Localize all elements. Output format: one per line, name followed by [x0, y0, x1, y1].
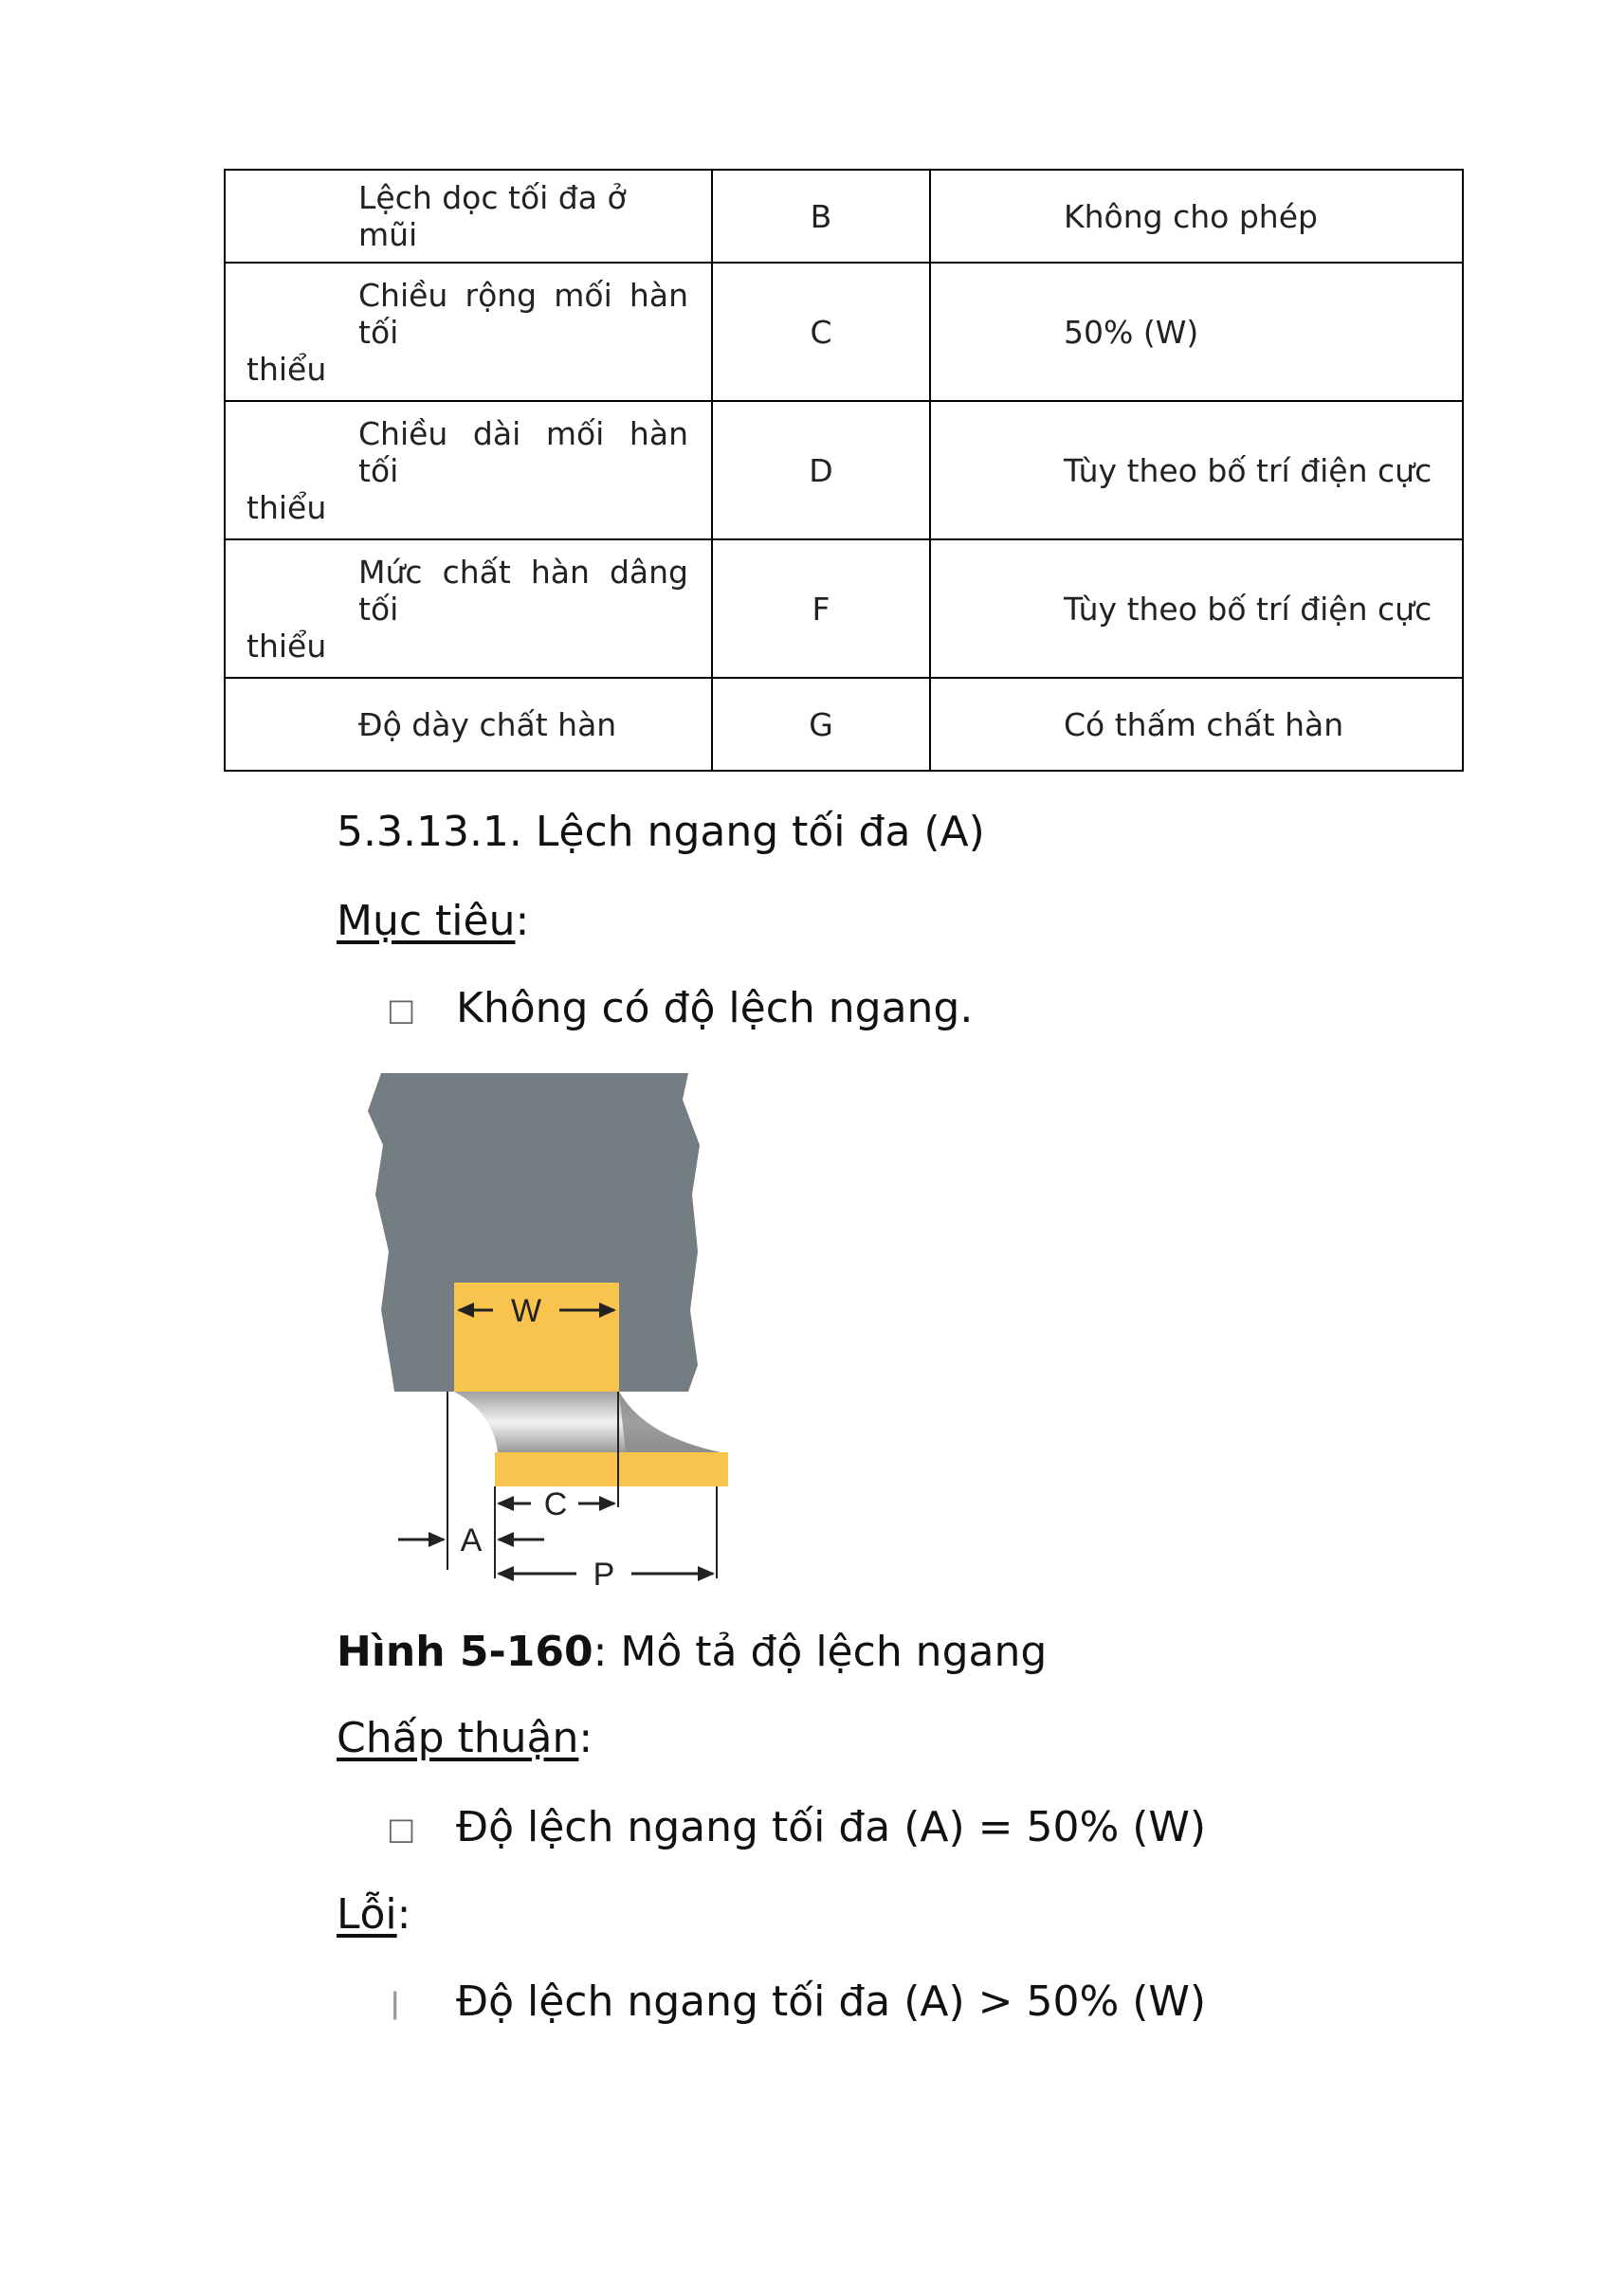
- value-cell: 50% (W): [930, 263, 1463, 401]
- spec-table: [224, 169, 1464, 772]
- accept-label: Chấp thuận:: [337, 1714, 593, 1762]
- value-cell: Tùy theo bố trí điện cực: [930, 401, 1463, 539]
- figure-caption: Hình 5-160: Mô tả độ lệch ngang: [337, 1628, 1048, 1676]
- a-arrowhead-left: [429, 1532, 446, 1547]
- value-cell: Không cho phép: [930, 170, 1463, 263]
- p-arrowhead-left: [497, 1566, 514, 1581]
- value-cell: Tùy theo bố trí điện cực: [930, 539, 1463, 678]
- defect-label: Lỗi:: [337, 1890, 411, 1939]
- accept-item: Độ lệch ngang tối đa (A) = 50% (W): [456, 1803, 1207, 1851]
- code-cell: F: [712, 539, 930, 678]
- a-arrowhead-right: [497, 1532, 514, 1547]
- desc-cell: Độ dày chất hàn: [225, 678, 712, 771]
- table-row: [225, 678, 1463, 771]
- w-label: W: [510, 1293, 542, 1329]
- board-pad: [495, 1452, 728, 1486]
- value-cell: Có thấm chất hàn: [930, 678, 1463, 771]
- solder-shadow: [619, 1392, 721, 1452]
- table-row: [225, 539, 1463, 678]
- a-label: A: [460, 1522, 483, 1558]
- table-row: [225, 170, 1463, 263]
- desc-cell: Lệch dọc tối đa ở mũi: [225, 170, 712, 263]
- p-label: P: [593, 1557, 615, 1593]
- target-label: Mục tiêu:: [337, 897, 530, 945]
- c-arrowhead-right: [599, 1496, 616, 1511]
- p-arrowhead-right: [698, 1566, 715, 1581]
- code-cell: G: [712, 678, 930, 771]
- defect-item: Độ lệch ngang tối đa (A) > 50% (W): [456, 1977, 1207, 2026]
- desc-cell: Chiều dài mối hàn tối thiểu: [225, 401, 712, 539]
- bar-bullet-icon: ǀ: [391, 1985, 400, 2021]
- section-heading: 5.3.13.1. Lệch ngang tối đa (A): [337, 808, 985, 856]
- table-row: [225, 263, 1463, 401]
- desc-cell: Chiều rộng mối hàn tối thiểu: [225, 263, 712, 401]
- target-item: Không có độ lệch ngang.: [456, 984, 974, 1032]
- desc-cell: Mức chất hàn dâng tối thiểu: [225, 539, 712, 678]
- lateral-offset-figure: [341, 1062, 739, 1593]
- checkbox-bullet-icon: □: [387, 1811, 416, 1847]
- c-arrowhead-left: [497, 1496, 514, 1511]
- code-cell: C: [712, 263, 930, 401]
- table-row: [225, 401, 1463, 539]
- code-cell: D: [712, 401, 930, 539]
- c-label: C: [543, 1486, 568, 1522]
- checkbox-bullet-icon: □: [387, 992, 416, 1028]
- code-cell: B: [712, 170, 930, 263]
